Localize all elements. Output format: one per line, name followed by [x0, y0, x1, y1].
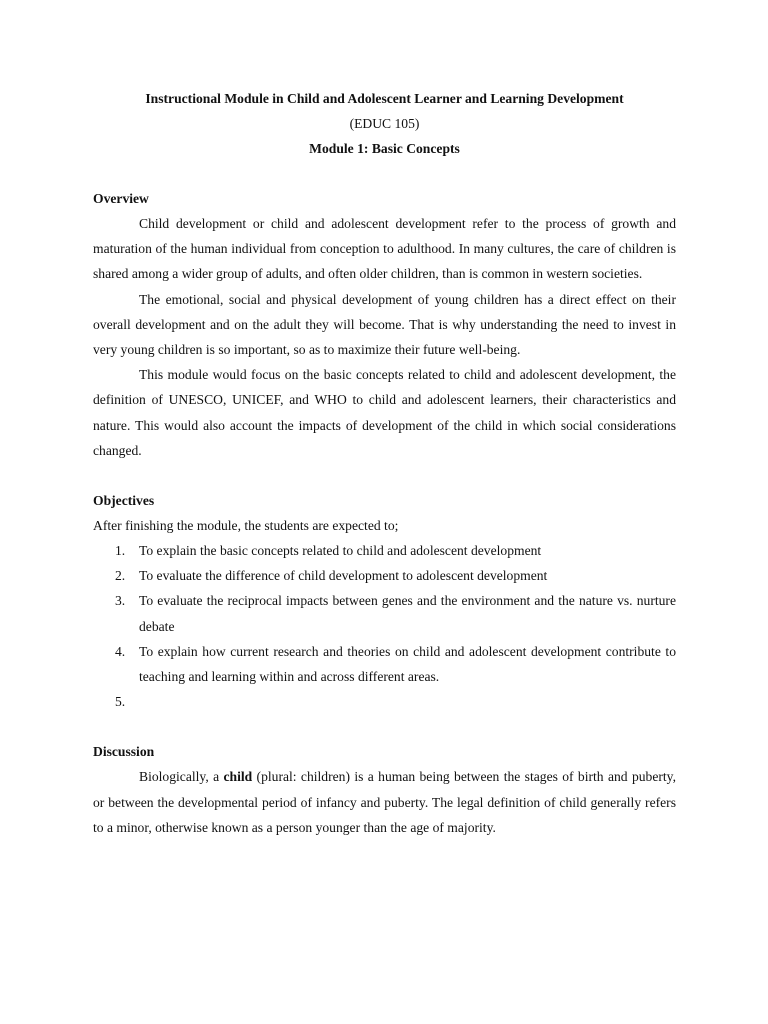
objectives-section	[93, 488, 676, 714]
discussion-paragraph	[93, 764, 676, 840]
objective-number: 2.	[115, 568, 126, 584]
objectives-heading: Objectives	[93, 493, 155, 509]
objective-number: 1.	[115, 543, 126, 559]
overview-section	[93, 186, 676, 463]
document-title: Instructional Module in Child and Adolescent Learner and Learning Development	[145, 91, 624, 106]
overview-paragraph: This module would focus on the basic concepts related to child and adolescent development, the definition of UNESCO, UNICEF, and WHO to child and adolescent learners, their characteristics and nature. This would also account the impacts of development of the child in which social considerations changed.	[93, 367, 676, 458]
objective-text: To explain the basic concepts related to child and adolescent development	[139, 543, 542, 559]
objective-item	[93, 588, 676, 638]
objective-text: To evaluate the difference of child development to adolescent development	[139, 568, 548, 584]
discussion-term: child	[223, 769, 253, 785]
overview-heading: Overview	[93, 191, 149, 206]
objectives-intro: After finishing the module, the students are expected to;	[93, 518, 399, 534]
discussion-lead: Biologically, a	[139, 769, 224, 785]
discussion-rest: (plural: children) is a human being between the stages of birth and puberty, or between the developmental period of infancy and puberty. The legal definition of child generally refers to a minor, otherwise known as a person younger than the age of majority.	[93, 769, 676, 835]
objective-text: To evaluate the reciprocal impacts between genes and the environment and the nature vs. nurture debate	[139, 593, 676, 634]
spacer	[93, 714, 676, 739]
module-title: Module 1: Basic Concepts	[309, 141, 460, 156]
objective-item	[93, 563, 676, 588]
document-page	[93, 86, 676, 840]
objective-number: 5.	[115, 694, 126, 710]
objective-item	[93, 689, 676, 714]
objective-item	[93, 639, 676, 689]
document-header	[93, 86, 676, 161]
objectives-list	[93, 538, 676, 714]
objective-item	[93, 538, 676, 563]
overview-paragraph: The emotional, social and physical development of young children has a direct effect on their overall development and on the adult they will become. That is why understanding the need to invest in very young children is so important, so as to maximize their future well-being.	[93, 291, 676, 358]
spacer	[93, 161, 676, 186]
objective-number: 4.	[115, 643, 126, 659]
course-code: (EDUC 105)	[349, 116, 420, 131]
objective-text	[139, 694, 142, 709]
objective-number: 3.	[115, 593, 126, 609]
discussion-section	[93, 739, 676, 840]
objective-text: To explain how current research and theories on child and adolescent development contribute to teaching and learning within and across different areas.	[139, 643, 676, 685]
overview-paragraph: Child development or child and adolescent development refer to the process of growth and maturation of the human individual from conception to adulthood. In many cultures, the care of children is shared among a wider group of adults, and often older children, than is common in western societies.	[93, 216, 676, 282]
discussion-heading: Discussion	[93, 744, 155, 760]
spacer	[93, 463, 676, 488]
